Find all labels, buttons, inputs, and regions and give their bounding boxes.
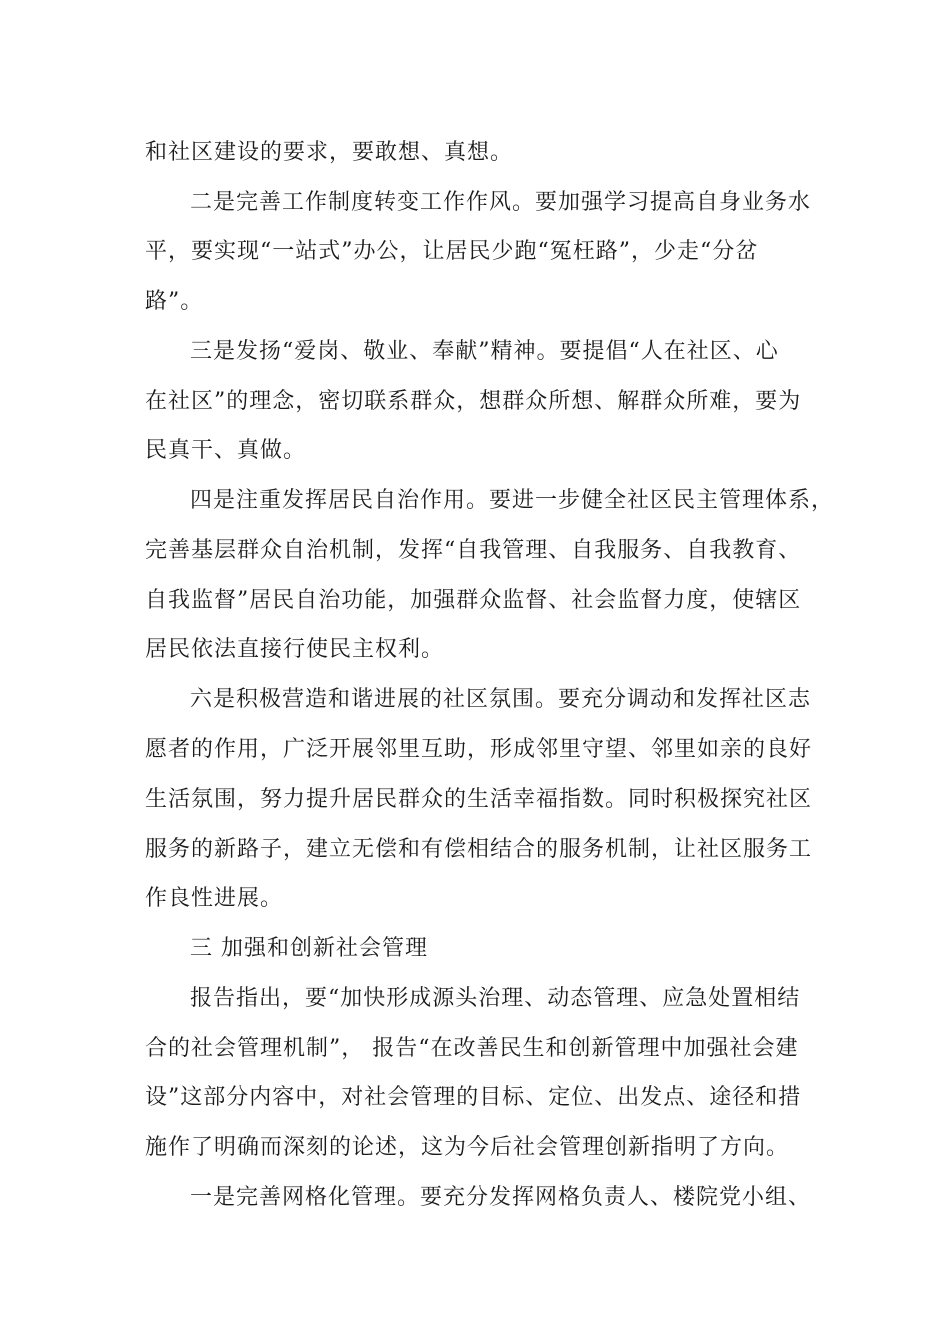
text-line: 民真干、真做。 xyxy=(145,438,307,463)
text-line: 一是完善网格化管理。要充分发挥网格负责人、楼院党小组、 xyxy=(190,1185,812,1210)
text-line: 设”这部分内容中，对社会管理的目标、定位、出发点、途径和措 xyxy=(145,1085,802,1110)
text-line: 愿者的作用，广泛开展邻里互助，形成邻里守望、邻里如亲的良好 xyxy=(145,737,813,762)
text-line: 二是完善工作制度转变工作作风。要加强学习提高自身业务水 xyxy=(190,190,812,215)
text-line: 居民依法直接行使民主权利。 xyxy=(145,637,445,662)
text-line: 生活氛围，努力提升居民群众的生活幸福指数。同时积极探究社区 xyxy=(145,787,813,812)
section-heading: 三 加强和创新社会管理 xyxy=(190,936,428,961)
text-line: 合的社会管理机制”， 报告“在改善民生和创新管理中加强社会建 xyxy=(145,1036,799,1061)
text-line: 四是注重发挥居民自治作用。要进一步健全社区民主管理体系， xyxy=(190,488,835,513)
text-line: 在社区”的理念，密切联系群众，想群众所想、解群众所难，要为 xyxy=(145,389,802,414)
text-line: 六是积极营造和谐进展的社区氛围。要充分调动和发挥社区志 xyxy=(190,687,812,712)
text-line: 施作了明确而深刻的论述，这为今后社会管理创新指明了方向。 xyxy=(145,1135,790,1160)
text-line: 作良性进展。 xyxy=(145,886,284,911)
text-line: 服务的新路子，建立无偿和有偿相结合的服务机制，让社区服务工 xyxy=(145,837,813,862)
text-line: 报告指出，要“加快形成源头治理、动态管理、应急处置相结 xyxy=(190,986,801,1011)
text-line: 平，要实现“一站式”办公，让居民少跑“冤枉路”，少走“分岔 xyxy=(145,239,759,264)
text-line: 和社区建设的要求，要敢想、真想。 xyxy=(145,140,514,165)
text-line: 自我监督”居民自治功能，加强群众监督、社会监督力度，使辖区 xyxy=(145,588,802,613)
text-line: 路”。 xyxy=(145,289,204,314)
text-line: 三是发扬“爱岗、敬业、奉献”精神。要提倡“人在社区、心 xyxy=(190,339,779,364)
text-line: 完善基层群众自治机制，发挥“自我管理、自我服务、自我教育、 xyxy=(145,538,802,563)
